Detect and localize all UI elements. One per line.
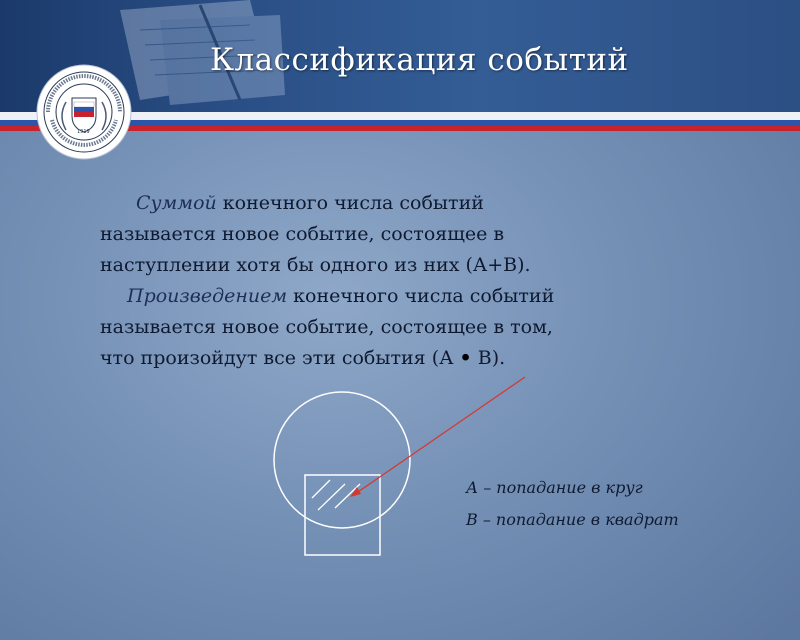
logo-year: 1919	[77, 129, 90, 135]
sum-line-2: называется новое событие, состоящее в	[100, 223, 505, 245]
event-a-circle	[274, 392, 410, 528]
product-line-2: называется новое событие, состоящее в том,	[100, 316, 553, 338]
sum-term: Суммой	[136, 192, 217, 214]
hatch-line-3	[335, 484, 360, 508]
product-line-1-rest: конечного числа событий	[287, 285, 555, 307]
hatch-line-1	[312, 480, 330, 498]
sum-line-3: наступлении хотя бы одного из них (А+В).	[100, 254, 531, 276]
product-dot: •	[459, 347, 472, 369]
sum-line-1-rest: конечного числа событий	[216, 192, 484, 214]
product-term: Произведением	[127, 285, 288, 307]
legend-a: А – попадание в круг	[466, 478, 643, 497]
slide-title: Классификация событий	[210, 42, 629, 78]
legend	[466, 472, 679, 536]
product-line-3-start: что произойдут все эти события (А	[100, 347, 460, 369]
legend-b: В – попадание в квадрат	[466, 510, 679, 529]
product-line-3-end: В).	[471, 347, 506, 369]
